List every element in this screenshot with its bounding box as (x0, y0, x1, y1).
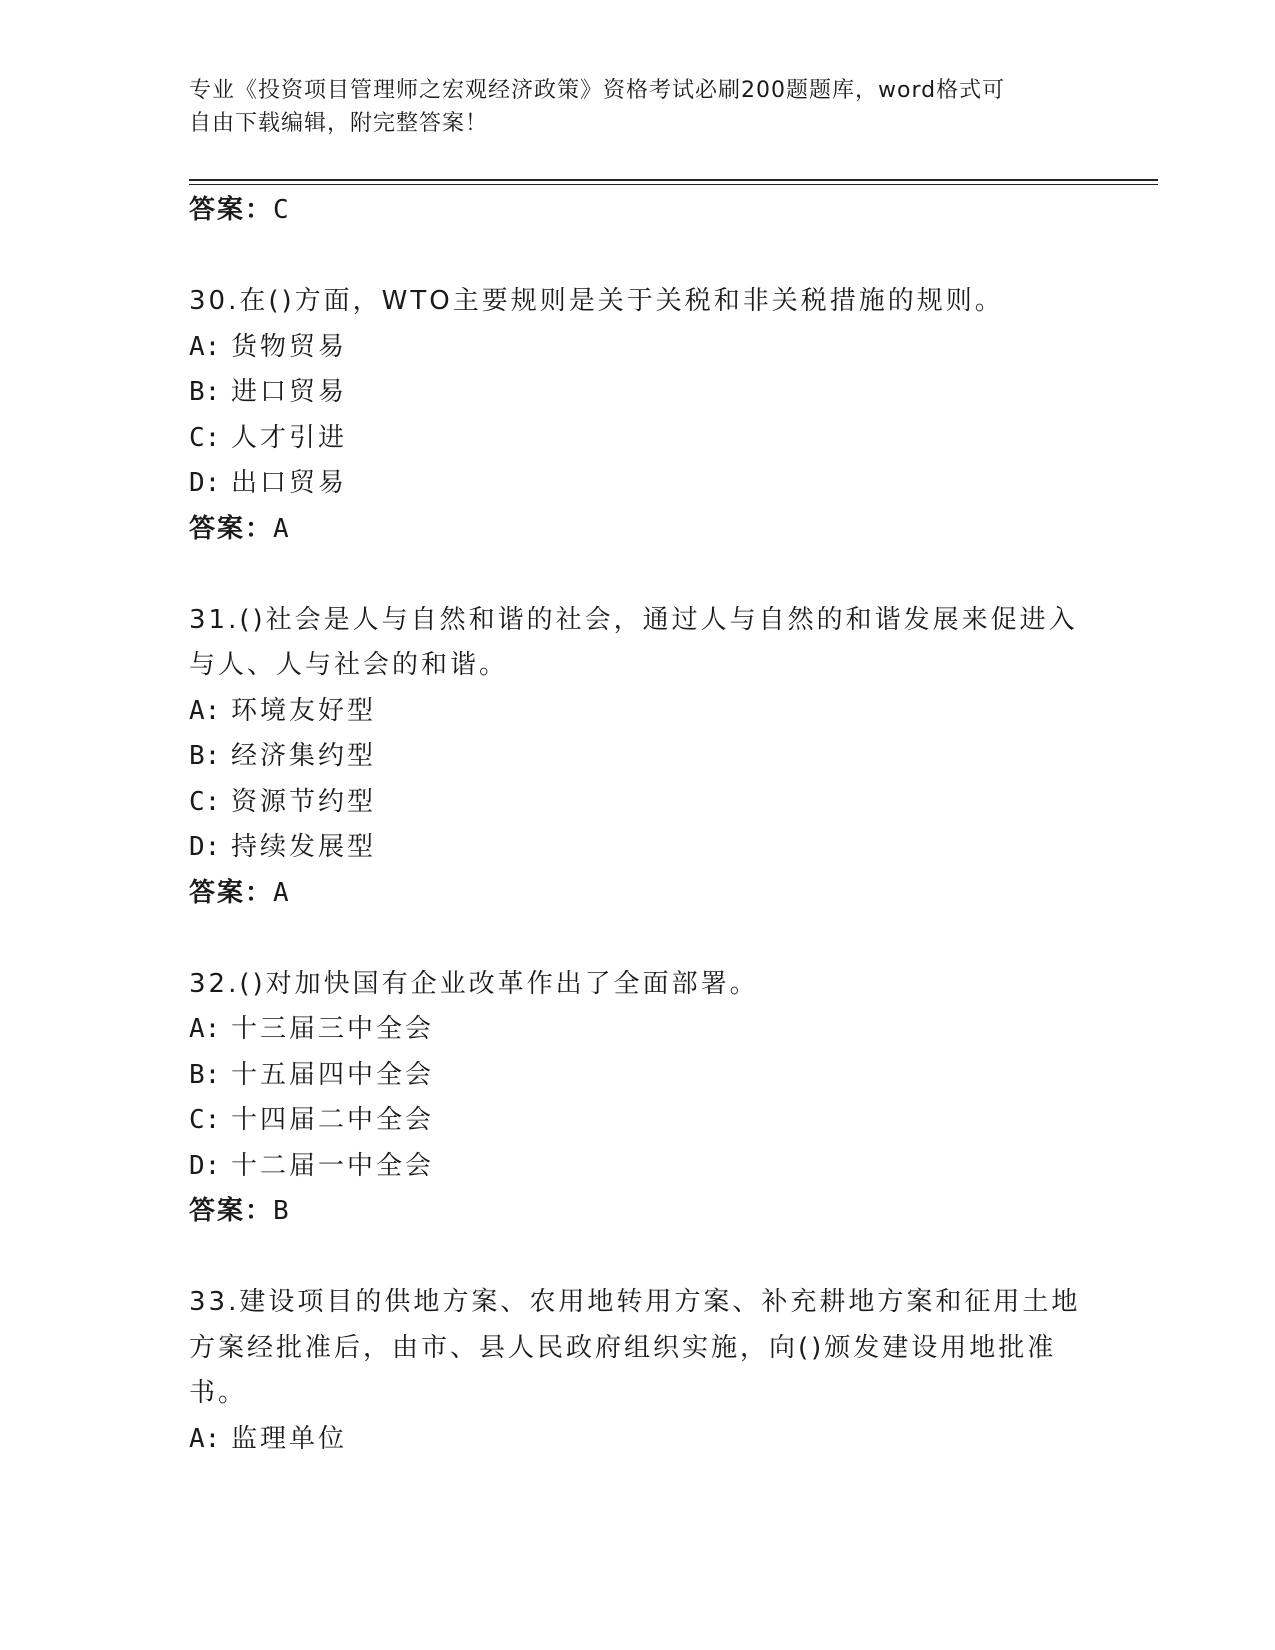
answer-prefix: 答案： (189, 513, 274, 544)
option-text: 十二届一中全会 (231, 1150, 435, 1181)
option-label: B: (189, 741, 221, 771)
option-text: 出口贸易 (231, 468, 348, 498)
option-text: 十五届四中全会 (231, 1059, 435, 1090)
question-list (189, 188, 1089, 1462)
answer-line (189, 507, 1089, 553)
question-stem: 32.()对加快国有企业改革作出了全面部署。 (189, 968, 759, 999)
option-d (189, 1144, 1089, 1190)
answer-value: C (273, 195, 289, 225)
option-label: C: (189, 1105, 221, 1135)
option-label: A: (189, 695, 221, 726)
question-stem-line-3: 书。 (189, 1378, 248, 1408)
option-label: C: (189, 786, 221, 817)
answer-value: A (273, 513, 289, 544)
answer-line (189, 188, 1089, 234)
answer-prefix: 答案： (189, 1196, 274, 1226)
spacer (189, 916, 1089, 962)
header-divider (189, 179, 1158, 185)
spacer (189, 1235, 1089, 1281)
option-label: D: (189, 832, 221, 862)
option-a (189, 1007, 1089, 1053)
option-b (189, 1053, 1089, 1099)
option-label: A: (189, 1014, 221, 1044)
option-text: 监理单位 (231, 1423, 348, 1454)
option-label: A: (189, 1423, 221, 1454)
question-32 (189, 962, 1089, 1235)
answer-value: B (273, 1196, 289, 1226)
answer-value: A (273, 877, 289, 908)
option-text: 人才引进 (231, 422, 348, 453)
question-33 (189, 1280, 1089, 1462)
option-text: 货物贸易 (231, 331, 348, 362)
option-label: B: (189, 377, 221, 407)
option-c (189, 416, 1089, 462)
option-d (189, 825, 1089, 871)
option-d (189, 461, 1089, 507)
answer-line (189, 871, 1089, 917)
question-31 (189, 598, 1089, 917)
spacer (189, 552, 1089, 598)
option-a (189, 689, 1089, 735)
option-label: A: (189, 331, 221, 362)
question-stem-line-2: 方案经批准后，由市、县人民政府组织实施，向()颁发建设用地批准 (189, 1332, 1057, 1363)
page-header (189, 74, 1089, 140)
option-text: 进口贸易 (231, 377, 348, 407)
answer-prefix: 答案： (189, 877, 274, 908)
question-stem-line-2: 与人、人与社会的和谐。 (189, 650, 509, 680)
question-30 (189, 279, 1089, 552)
question-stem-line-1: 31.()社会是人与自然和谐的社会，通过人与自然的和谐发展来促进入 (189, 604, 1078, 635)
question-stem-line-1: 33.建设项目的供地方案、农用地转用方案、补充耕地方案和征用土地 (189, 1287, 1081, 1317)
option-text: 资源节约型 (231, 786, 377, 817)
option-b (189, 370, 1089, 416)
header-line-2: 自由下载编辑，附完整答案！ (189, 111, 489, 136)
option-label: C: (189, 422, 221, 453)
option-label: D: (189, 1150, 221, 1181)
option-text: 十四届二中全会 (231, 1105, 435, 1135)
option-a (189, 325, 1089, 371)
option-b (189, 734, 1089, 780)
option-text: 十三届三中全会 (231, 1014, 435, 1044)
answer-prefix: 答案： (189, 195, 274, 225)
option-c (189, 780, 1089, 826)
option-label: B: (189, 1059, 221, 1090)
answer-line (189, 1189, 1089, 1235)
option-text: 经济集约型 (231, 741, 377, 771)
spacer (189, 234, 1089, 280)
option-label: D: (189, 468, 221, 498)
option-text: 环境友好型 (231, 695, 377, 726)
header-line-1: 专业《投资项目管理师之宏观经济政策》资格考试必刷200题题库，word格式可 (189, 78, 1006, 103)
option-a (189, 1417, 1089, 1463)
option-c (189, 1098, 1089, 1144)
question-stem: 30.在()方面，WTO主要规则是关于关税和非关税措施的规则。 (189, 286, 1004, 316)
option-text: 持续发展型 (231, 832, 377, 862)
